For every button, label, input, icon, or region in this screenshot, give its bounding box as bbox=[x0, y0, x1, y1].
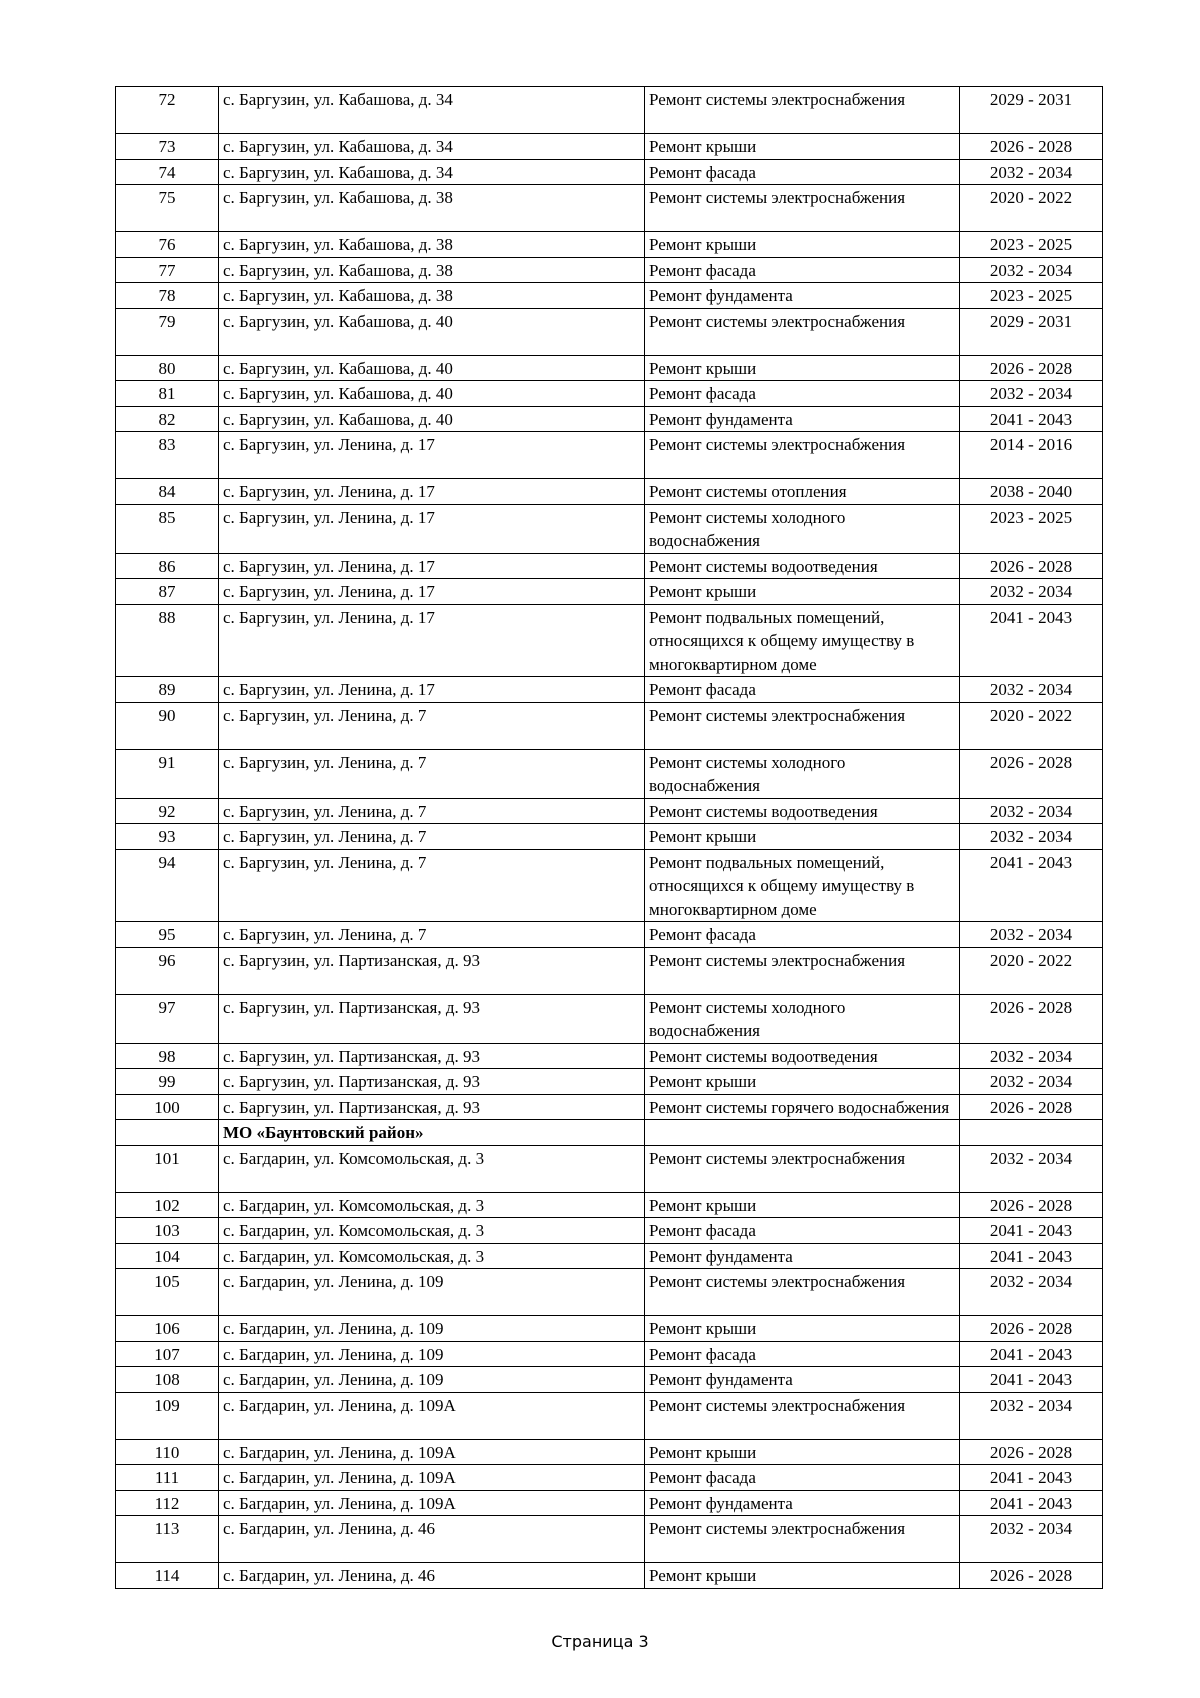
work-type-cell: Ремонт подвальных помещений, относящихся к общему имуществу в многоквартирном доме bbox=[645, 849, 960, 922]
work-type-cell: Ремонт фундамента bbox=[645, 283, 960, 309]
address-cell: с. Баргузин, ул. Кабашова, д. 38 bbox=[219, 283, 645, 309]
address-cell: с. Баргузин, ул. Ленина, д. 7 bbox=[219, 749, 645, 798]
row-number: 80 bbox=[116, 355, 219, 381]
table-row bbox=[116, 1243, 1103, 1269]
row-number: 75 bbox=[116, 185, 219, 232]
period-cell: 2041 - 2043 bbox=[960, 1243, 1103, 1269]
address-cell: с. Багдарин, ул. Ленина, д. 109 bbox=[219, 1367, 645, 1393]
row-number: 73 bbox=[116, 134, 219, 160]
period-cell: 2026 - 2028 bbox=[960, 134, 1103, 160]
work-type-cell: Ремонт системы горячего водоснабжения bbox=[645, 1094, 960, 1120]
address-cell: с. Баргузин, ул. Кабашова, д. 34 bbox=[219, 159, 645, 185]
address-cell: с. Баргузин, ул. Ленина, д. 17 bbox=[219, 677, 645, 703]
period-cell: 2020 - 2022 bbox=[960, 947, 1103, 994]
table-row bbox=[116, 87, 1103, 134]
row-number: 112 bbox=[116, 1490, 219, 1516]
address-cell: с. Багдарин, ул. Ленина, д. 109А bbox=[219, 1439, 645, 1465]
period-cell: 2032 - 2034 bbox=[960, 1392, 1103, 1439]
table-row bbox=[116, 579, 1103, 605]
work-type-cell: Ремонт системы холодного водоснабжения bbox=[645, 994, 960, 1043]
work-type-cell: Ремонт фасада bbox=[645, 922, 960, 948]
table-row bbox=[116, 1316, 1103, 1342]
row-number: 90 bbox=[116, 702, 219, 749]
table-row bbox=[116, 283, 1103, 309]
row-number: 93 bbox=[116, 824, 219, 850]
table-row bbox=[116, 604, 1103, 677]
period-cell: 2020 - 2022 bbox=[960, 702, 1103, 749]
row-number bbox=[116, 1120, 219, 1146]
address-cell: с. Баргузин, ул. Ленина, д. 17 bbox=[219, 504, 645, 553]
period-cell: 2023 - 2025 bbox=[960, 283, 1103, 309]
period-cell: 2041 - 2043 bbox=[960, 1367, 1103, 1393]
address-cell: с. Баргузин, ул. Кабашова, д. 40 bbox=[219, 406, 645, 432]
period-cell: 2041 - 2043 bbox=[960, 1218, 1103, 1244]
row-number: 85 bbox=[116, 504, 219, 553]
row-number: 95 bbox=[116, 922, 219, 948]
table-row bbox=[116, 504, 1103, 553]
address-cell: МО «Баунтовский район» bbox=[219, 1120, 645, 1146]
address-cell: с. Баргузин, ул. Ленина, д. 17 bbox=[219, 553, 645, 579]
work-type-cell: Ремонт крыши bbox=[645, 134, 960, 160]
row-number: 84 bbox=[116, 479, 219, 505]
period-cell: 2032 - 2034 bbox=[960, 824, 1103, 850]
address-cell: с. Баргузин, ул. Партизанская, д. 93 bbox=[219, 947, 645, 994]
table-row bbox=[116, 553, 1103, 579]
period-cell: 2038 - 2040 bbox=[960, 479, 1103, 505]
table-row bbox=[116, 1145, 1103, 1192]
table-row bbox=[116, 1516, 1103, 1563]
address-cell: с. Баргузин, ул. Ленина, д. 7 bbox=[219, 824, 645, 850]
period-cell: 2041 - 2043 bbox=[960, 604, 1103, 677]
address-cell: с. Баргузин, ул. Партизанская, д. 93 bbox=[219, 994, 645, 1043]
table-row bbox=[116, 1392, 1103, 1439]
work-type-cell: Ремонт крыши bbox=[645, 824, 960, 850]
row-number: 74 bbox=[116, 159, 219, 185]
work-type-cell: Ремонт фундамента bbox=[645, 1243, 960, 1269]
row-number: 79 bbox=[116, 308, 219, 355]
period-cell: 2032 - 2034 bbox=[960, 1516, 1103, 1563]
period-cell: 2041 - 2043 bbox=[960, 1341, 1103, 1367]
row-number: 98 bbox=[116, 1043, 219, 1069]
row-number: 88 bbox=[116, 604, 219, 677]
period-cell: 2041 - 2043 bbox=[960, 849, 1103, 922]
work-type-cell: Ремонт крыши bbox=[645, 1439, 960, 1465]
work-type-cell: Ремонт системы электроснабжения bbox=[645, 87, 960, 134]
table-row bbox=[116, 232, 1103, 258]
work-type-cell: Ремонт системы водоотведения bbox=[645, 798, 960, 824]
table-row bbox=[116, 1269, 1103, 1316]
period-cell: 2026 - 2028 bbox=[960, 1439, 1103, 1465]
period-cell: 2023 - 2025 bbox=[960, 232, 1103, 258]
table-row bbox=[116, 947, 1103, 994]
row-number: 81 bbox=[116, 381, 219, 407]
period-cell: 2032 - 2034 bbox=[960, 1145, 1103, 1192]
period-cell: 2032 - 2034 bbox=[960, 1069, 1103, 1095]
period-cell: 2032 - 2034 bbox=[960, 1269, 1103, 1316]
table-row bbox=[116, 308, 1103, 355]
period-cell: 2026 - 2028 bbox=[960, 1316, 1103, 1342]
table-row bbox=[116, 1367, 1103, 1393]
period-cell: 2032 - 2034 bbox=[960, 579, 1103, 605]
work-type-cell: Ремонт системы электроснабжения bbox=[645, 185, 960, 232]
table-row bbox=[116, 159, 1103, 185]
work-type-cell: Ремонт фасада bbox=[645, 381, 960, 407]
period-cell: 2023 - 2025 bbox=[960, 504, 1103, 553]
work-type-cell: Ремонт системы электроснабжения bbox=[645, 1269, 960, 1316]
row-number: 97 bbox=[116, 994, 219, 1043]
row-number: 76 bbox=[116, 232, 219, 258]
address-cell: с. Багдарин, ул. Ленина, д. 109А bbox=[219, 1490, 645, 1516]
period-cell: 2026 - 2028 bbox=[960, 1192, 1103, 1218]
period-cell: 2026 - 2028 bbox=[960, 1094, 1103, 1120]
address-cell: с. Баргузин, ул. Ленина, д. 17 bbox=[219, 579, 645, 605]
address-cell: с. Баргузин, ул. Ленина, д. 17 bbox=[219, 479, 645, 505]
work-type-cell: Ремонт фасада bbox=[645, 1218, 960, 1244]
row-number: 94 bbox=[116, 849, 219, 922]
table-row bbox=[116, 381, 1103, 407]
section-header-row bbox=[116, 1120, 1103, 1146]
period-cell: 2026 - 2028 bbox=[960, 553, 1103, 579]
work-type-cell: Ремонт крыши bbox=[645, 355, 960, 381]
work-type-cell: Ремонт системы водоотведения bbox=[645, 1043, 960, 1069]
work-type-cell: Ремонт системы электроснабжения bbox=[645, 308, 960, 355]
period-cell: 2032 - 2034 bbox=[960, 381, 1103, 407]
work-type-cell: Ремонт крыши bbox=[645, 1316, 960, 1342]
row-number: 77 bbox=[116, 257, 219, 283]
table-row bbox=[116, 849, 1103, 922]
address-cell: с. Багдарин, ул. Комсомольская, д. 3 bbox=[219, 1243, 645, 1269]
address-cell: с. Баргузин, ул. Кабашова, д. 40 bbox=[219, 381, 645, 407]
address-cell: с. Баргузин, ул. Партизанская, д. 93 bbox=[219, 1043, 645, 1069]
work-type-cell: Ремонт системы холодного водоснабжения bbox=[645, 749, 960, 798]
table-row bbox=[116, 702, 1103, 749]
work-type-cell: Ремонт фасада bbox=[645, 159, 960, 185]
address-cell: с. Баргузин, ул. Ленина, д. 7 bbox=[219, 798, 645, 824]
table-row bbox=[116, 1490, 1103, 1516]
work-type-cell: Ремонт фундамента bbox=[645, 1367, 960, 1393]
work-type-cell: Ремонт системы электроснабжения bbox=[645, 947, 960, 994]
table-row bbox=[116, 1563, 1103, 1589]
address-cell: с. Баргузин, ул. Ленина, д. 7 bbox=[219, 922, 645, 948]
row-number: 92 bbox=[116, 798, 219, 824]
row-number: 114 bbox=[116, 1563, 219, 1589]
table-row bbox=[116, 1465, 1103, 1491]
row-number: 102 bbox=[116, 1192, 219, 1218]
row-number: 87 bbox=[116, 579, 219, 605]
period-cell: 2041 - 2043 bbox=[960, 406, 1103, 432]
table-row bbox=[116, 134, 1103, 160]
table-row bbox=[116, 185, 1103, 232]
period-cell: 2026 - 2028 bbox=[960, 749, 1103, 798]
work-type-cell bbox=[645, 1120, 960, 1146]
table-row bbox=[116, 432, 1103, 479]
address-cell: с. Багдарин, ул. Комсомольская, д. 3 bbox=[219, 1218, 645, 1244]
table-row bbox=[116, 1192, 1103, 1218]
period-cell bbox=[960, 1120, 1103, 1146]
table-row bbox=[116, 1439, 1103, 1465]
period-cell: 2032 - 2034 bbox=[960, 257, 1103, 283]
table-row bbox=[116, 1218, 1103, 1244]
address-cell: с. Баргузин, ул. Ленина, д. 7 bbox=[219, 702, 645, 749]
address-cell: с. Багдарин, ул. Ленина, д. 46 bbox=[219, 1516, 645, 1563]
period-cell: 2041 - 2043 bbox=[960, 1490, 1103, 1516]
work-type-cell: Ремонт крыши bbox=[645, 1069, 960, 1095]
period-cell: 2041 - 2043 bbox=[960, 1465, 1103, 1491]
row-number: 86 bbox=[116, 553, 219, 579]
address-cell: с. Багдарин, ул. Комсомольская, д. 3 bbox=[219, 1145, 645, 1192]
work-type-cell: Ремонт системы электроснабжения bbox=[645, 702, 960, 749]
row-number: 99 bbox=[116, 1069, 219, 1095]
work-type-cell: Ремонт фундамента bbox=[645, 406, 960, 432]
address-cell: с. Баргузин, ул. Кабашова, д. 40 bbox=[219, 308, 645, 355]
period-cell: 2029 - 2031 bbox=[960, 87, 1103, 134]
address-cell: с. Багдарин, ул. Ленина, д. 109А bbox=[219, 1392, 645, 1439]
row-number: 107 bbox=[116, 1341, 219, 1367]
table-row bbox=[116, 355, 1103, 381]
row-number: 72 bbox=[116, 87, 219, 134]
row-number: 83 bbox=[116, 432, 219, 479]
address-cell: с. Баргузин, ул. Кабашова, д. 38 bbox=[219, 232, 645, 258]
row-number: 108 bbox=[116, 1367, 219, 1393]
work-type-cell: Ремонт системы электроснабжения bbox=[645, 1392, 960, 1439]
work-type-cell: Ремонт системы электроснабжения bbox=[645, 1145, 960, 1192]
works-table bbox=[115, 86, 1103, 1589]
table-row bbox=[116, 749, 1103, 798]
work-type-cell: Ремонт фасада bbox=[645, 257, 960, 283]
row-number: 106 bbox=[116, 1316, 219, 1342]
address-cell: с. Багдарин, ул. Ленина, д. 109 bbox=[219, 1341, 645, 1367]
table-row bbox=[116, 479, 1103, 505]
row-number: 96 bbox=[116, 947, 219, 994]
address-cell: с. Баргузин, ул. Ленина, д. 17 bbox=[219, 604, 645, 677]
period-cell: 2026 - 2028 bbox=[960, 355, 1103, 381]
period-cell: 2020 - 2022 bbox=[960, 185, 1103, 232]
work-type-cell: Ремонт крыши bbox=[645, 579, 960, 605]
work-type-cell: Ремонт крыши bbox=[645, 232, 960, 258]
work-type-cell: Ремонт системы отопления bbox=[645, 479, 960, 505]
row-number: 103 bbox=[116, 1218, 219, 1244]
row-number: 105 bbox=[116, 1269, 219, 1316]
row-number: 89 bbox=[116, 677, 219, 703]
row-number: 110 bbox=[116, 1439, 219, 1465]
work-type-cell: Ремонт системы холодного водоснабжения bbox=[645, 504, 960, 553]
row-number: 104 bbox=[116, 1243, 219, 1269]
address-cell: с. Багдарин, ул. Ленина, д. 109А bbox=[219, 1465, 645, 1491]
table-row bbox=[116, 1043, 1103, 1069]
address-cell: с. Баргузин, ул. Кабашова, д. 40 bbox=[219, 355, 645, 381]
page-number: Страница 3 bbox=[551, 1632, 649, 1651]
period-cell: 2032 - 2034 bbox=[960, 798, 1103, 824]
row-number: 78 bbox=[116, 283, 219, 309]
work-type-cell: Ремонт системы электроснабжения bbox=[645, 432, 960, 479]
address-cell: с. Баргузин, ул. Партизанская, д. 93 bbox=[219, 1094, 645, 1120]
period-cell: 2029 - 2031 bbox=[960, 308, 1103, 355]
table-row bbox=[116, 994, 1103, 1043]
address-cell: с. Баргузин, ул. Кабашова, д. 38 bbox=[219, 257, 645, 283]
work-type-cell: Ремонт крыши bbox=[645, 1563, 960, 1589]
work-type-cell: Ремонт фасада bbox=[645, 1341, 960, 1367]
address-cell: с. Багдарин, ул. Ленина, д. 109 bbox=[219, 1316, 645, 1342]
address-cell: с. Баргузин, ул. Партизанская, д. 93 bbox=[219, 1069, 645, 1095]
work-type-cell: Ремонт подвальных помещений, относящихся к общему имуществу в многоквартирном доме bbox=[645, 604, 960, 677]
address-cell: с. Багдарин, ул. Ленина, д. 109 bbox=[219, 1269, 645, 1316]
period-cell: 2032 - 2034 bbox=[960, 922, 1103, 948]
row-number: 91 bbox=[116, 749, 219, 798]
period-cell: 2026 - 2028 bbox=[960, 994, 1103, 1043]
row-number: 113 bbox=[116, 1516, 219, 1563]
work-type-cell: Ремонт фундамента bbox=[645, 1490, 960, 1516]
period-cell: 2014 - 2016 bbox=[960, 432, 1103, 479]
table-row bbox=[116, 798, 1103, 824]
row-number: 101 bbox=[116, 1145, 219, 1192]
address-cell: с. Баргузин, ул. Кабашова, д. 34 bbox=[219, 134, 645, 160]
row-number: 111 bbox=[116, 1465, 219, 1491]
address-cell: с. Баргузин, ул. Кабашова, д. 34 bbox=[219, 87, 645, 134]
work-type-cell: Ремонт системы электроснабжения bbox=[645, 1516, 960, 1563]
table-row bbox=[116, 677, 1103, 703]
works-table-body bbox=[116, 87, 1103, 1589]
address-cell: с. Баргузин, ул. Ленина, д. 17 bbox=[219, 432, 645, 479]
row-number: 100 bbox=[116, 1094, 219, 1120]
period-cell: 2032 - 2034 bbox=[960, 1043, 1103, 1069]
address-cell: с. Баргузин, ул. Кабашова, д. 38 bbox=[219, 185, 645, 232]
table-row bbox=[116, 922, 1103, 948]
address-cell: с. Багдарин, ул. Комсомольская, д. 3 bbox=[219, 1192, 645, 1218]
table-row bbox=[116, 406, 1103, 432]
work-type-cell: Ремонт системы водоотведения bbox=[645, 553, 960, 579]
work-type-cell: Ремонт фасада bbox=[645, 677, 960, 703]
work-type-cell: Ремонт фасада bbox=[645, 1465, 960, 1491]
row-number: 82 bbox=[116, 406, 219, 432]
address-cell: с. Багдарин, ул. Ленина, д. 46 bbox=[219, 1563, 645, 1589]
table-row bbox=[116, 824, 1103, 850]
table-row bbox=[116, 1341, 1103, 1367]
work-type-cell: Ремонт крыши bbox=[645, 1192, 960, 1218]
table-row bbox=[116, 1094, 1103, 1120]
address-cell: с. Баргузин, ул. Ленина, д. 7 bbox=[219, 849, 645, 922]
row-number: 109 bbox=[116, 1392, 219, 1439]
table-row bbox=[116, 1069, 1103, 1095]
period-cell: 2032 - 2034 bbox=[960, 159, 1103, 185]
period-cell: 2032 - 2034 bbox=[960, 677, 1103, 703]
table-row bbox=[116, 257, 1103, 283]
period-cell: 2026 - 2028 bbox=[960, 1563, 1103, 1589]
